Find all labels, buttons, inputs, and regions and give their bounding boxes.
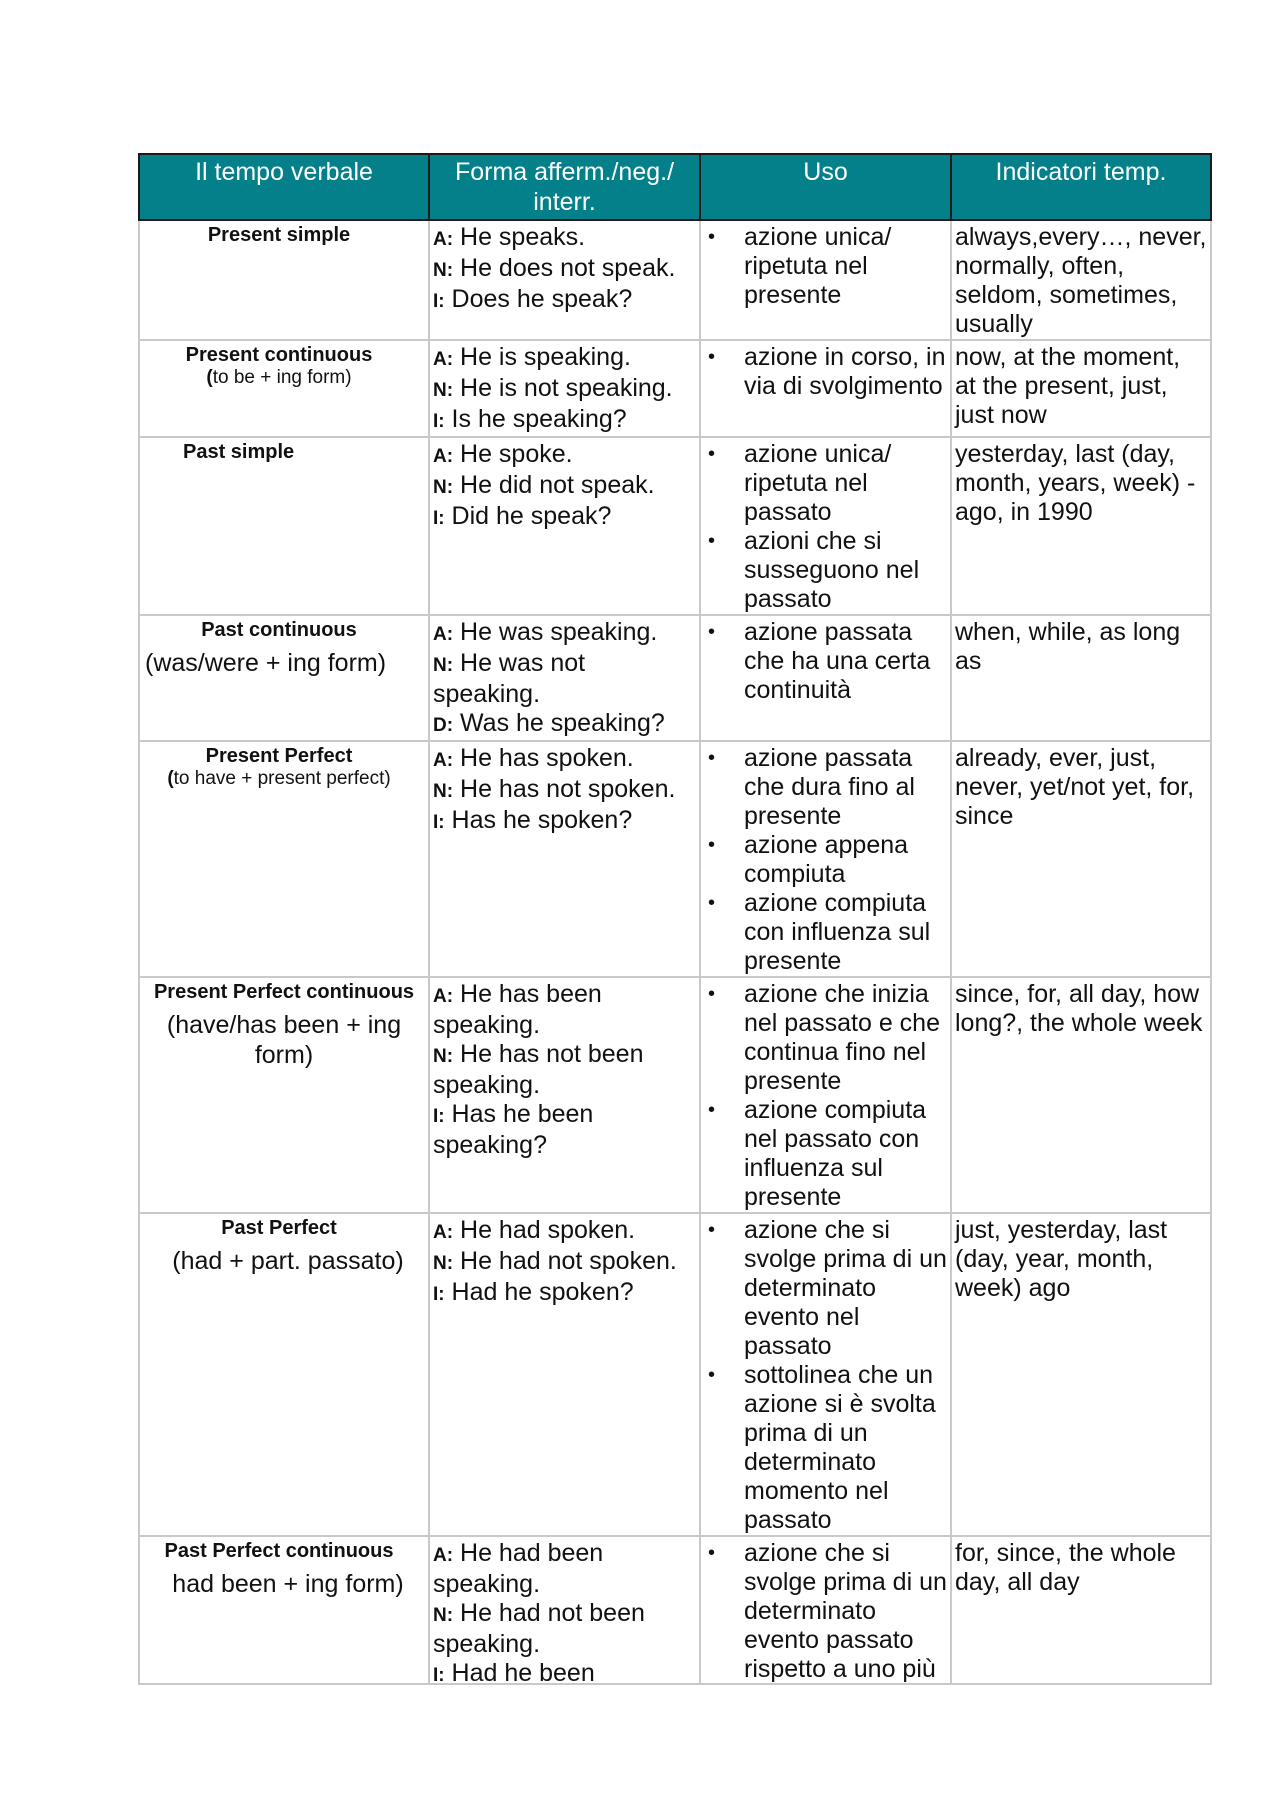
use-item: • azione compiuta nel passato con influenza sul presente — [708, 1096, 927, 1211]
form-line: I: Does he speak? — [433, 285, 633, 313]
form-line: N: He did not speak. — [433, 471, 655, 499]
use-cell — [700, 1213, 951, 1536]
indicators-cell: now, at the moment, at the present, just, just now — [951, 340, 1211, 437]
indicators-cell: since, for, all day, how long?, the whole week — [951, 977, 1211, 1213]
use-cell — [700, 1536, 951, 1684]
indicators-cell: when, while, as long as — [951, 615, 1211, 741]
form-line: A: He has been speaking. — [433, 980, 602, 1039]
tense-cell — [139, 1536, 429, 1684]
use-item: • azione unica/ ripetuta nel presente — [708, 223, 892, 309]
tense-name: Present continuous — [185, 344, 373, 366]
tense-cell — [139, 615, 429, 741]
tense-cell — [139, 741, 429, 977]
form-line: I: Has he spoken? — [433, 806, 633, 834]
header-tense: Il tempo verbale — [139, 154, 429, 220]
form-cell — [429, 741, 700, 977]
use-item: • azione che inizia nel passato e che continua fino nel presente — [708, 980, 940, 1095]
form-cell — [429, 1536, 700, 1684]
use-item: • azione appena compiuta — [708, 831, 909, 888]
form-cell — [429, 1213, 700, 1536]
tense-cell — [139, 220, 429, 340]
form-line: I: Had he spoken? — [433, 1278, 634, 1306]
indicators-cell: just, yesterday, last (day, year, month, week) ago — [951, 1213, 1211, 1536]
form-line: A: He had been speaking. — [433, 1539, 604, 1598]
table-row — [139, 1213, 1211, 1536]
form-line: I: Did he speak? — [433, 502, 612, 530]
table-row — [139, 220, 1211, 340]
header-use: Uso — [700, 154, 951, 220]
tense-name: Present Perfect continuous — [153, 981, 415, 1003]
indicators-cell: always,every…, never, normally, often, seldom, sometimes, usually — [951, 220, 1211, 340]
tense-cell — [139, 1213, 429, 1536]
header-indicators: Indicatori temp. — [951, 154, 1211, 220]
tense-cell — [139, 437, 429, 615]
form-line: I: Has he been speaking? — [433, 1100, 594, 1159]
form-line: I: Had he been — [433, 1659, 595, 1683]
use-item: • sottolinea che un azione si è svolta prima di un determinato momento nel passato — [708, 1361, 936, 1534]
bullet-icon: • — [708, 834, 716, 856]
table-header-row — [139, 154, 1211, 220]
form-line: N: He has not been speaking. — [433, 1040, 644, 1099]
bullet-icon: • — [708, 443, 716, 465]
bullet-icon: • — [708, 346, 716, 368]
form-line: A: He speaks. — [433, 223, 586, 251]
use-cell — [700, 977, 951, 1213]
tense-cell — [139, 977, 429, 1213]
form-cell — [429, 615, 700, 741]
tense-formula: had been + ing form) — [172, 1570, 404, 1598]
use-cell — [700, 220, 951, 340]
form-line: A: He had spoken. — [433, 1216, 636, 1244]
form-line: A: He was speaking. — [433, 618, 658, 646]
bullet-icon: • — [708, 226, 716, 248]
tense-formula: (to be + ing form) — [206, 367, 352, 388]
form-line: N: He is not speaking. — [433, 374, 673, 402]
form-line: I: Is he speaking? — [433, 405, 627, 433]
form-cell — [429, 220, 700, 340]
tense-name: Past Perfect continuous — [164, 1540, 394, 1562]
use-cell — [700, 615, 951, 741]
indicators-cell: already, ever, just, never, yet/not yet, for, since — [951, 741, 1211, 977]
bullet-icon: • — [708, 621, 716, 643]
bullet-icon: • — [708, 1099, 716, 1121]
use-item: • azione che si svolge prima di un determinato evento nel passato — [708, 1216, 947, 1360]
form-line: N: He has not spoken. — [433, 775, 676, 803]
tense-name: Present Perfect — [205, 745, 353, 767]
use-item: • azione che si svolge prima di un determinato evento passato rispetto a uno più — [708, 1539, 947, 1683]
form-line: D: Was he speaking? — [433, 709, 665, 737]
bullet-icon: • — [708, 1219, 716, 1241]
indicators-cell: yesterday, last (day, month, years, week) - ago, in 1990 — [951, 437, 1211, 615]
tense-formula: (have/has been + ing form) — [166, 1011, 402, 1069]
table-row — [139, 1536, 1211, 1684]
bullet-icon: • — [708, 1542, 716, 1564]
tense-name: Present simple — [207, 224, 351, 246]
tense-formula: (was/were + ing form) — [145, 649, 387, 677]
tense-name: Past continuous — [201, 619, 357, 641]
form-line: A: He is speaking. — [433, 343, 631, 371]
tense-name: Past Perfect — [221, 1217, 337, 1239]
bullet-icon: • — [708, 1364, 716, 1386]
table-row — [139, 977, 1211, 1213]
form-cell — [429, 437, 700, 615]
use-item: • azione unica/ ripetuta nel passato — [708, 440, 892, 526]
form-line: A: He has spoken. — [433, 744, 634, 772]
table-row — [139, 340, 1211, 437]
bullet-icon: • — [708, 892, 716, 914]
table-row — [139, 437, 1211, 615]
use-item: • azione in corso, in via di svolgimento — [708, 343, 946, 400]
use-cell — [700, 340, 951, 437]
form-line: N: He was not speaking. — [433, 649, 586, 708]
bullet-icon: • — [708, 983, 716, 1005]
table-row — [139, 615, 1211, 741]
header-form: Forma afferm./neg./ interr. — [429, 154, 700, 220]
bullet-icon: • — [708, 747, 716, 769]
use-item: • azione compiuta con influenza sul presente — [708, 889, 931, 975]
indicators-cell: for, since, the whole day, all day — [951, 1536, 1211, 1684]
use-cell — [700, 437, 951, 615]
tense-cell — [139, 340, 429, 437]
use-item: • azioni che si susseguono nel passato — [708, 527, 920, 613]
form-cell — [429, 340, 700, 437]
use-item: • azione passata che dura fino al presente — [708, 744, 915, 830]
form-cell — [429, 977, 700, 1213]
table-row — [139, 741, 1211, 977]
use-item: • azione passata che ha una certa continuità — [708, 618, 931, 704]
tense-name: Past simple — [183, 441, 295, 463]
tense-formula: (had + part. passato) — [172, 1247, 404, 1275]
use-cell — [700, 741, 951, 977]
bullet-icon: • — [708, 530, 716, 552]
verb-tenses-table — [138, 153, 1212, 1685]
form-line: N: He had not been speaking. — [433, 1599, 645, 1658]
tense-formula: (to have + present perfect) — [167, 768, 391, 789]
form-line: A: He spoke. — [433, 440, 573, 468]
form-line: N: He does not speak. — [433, 254, 676, 282]
form-line: N: He had not spoken. — [433, 1247, 677, 1275]
